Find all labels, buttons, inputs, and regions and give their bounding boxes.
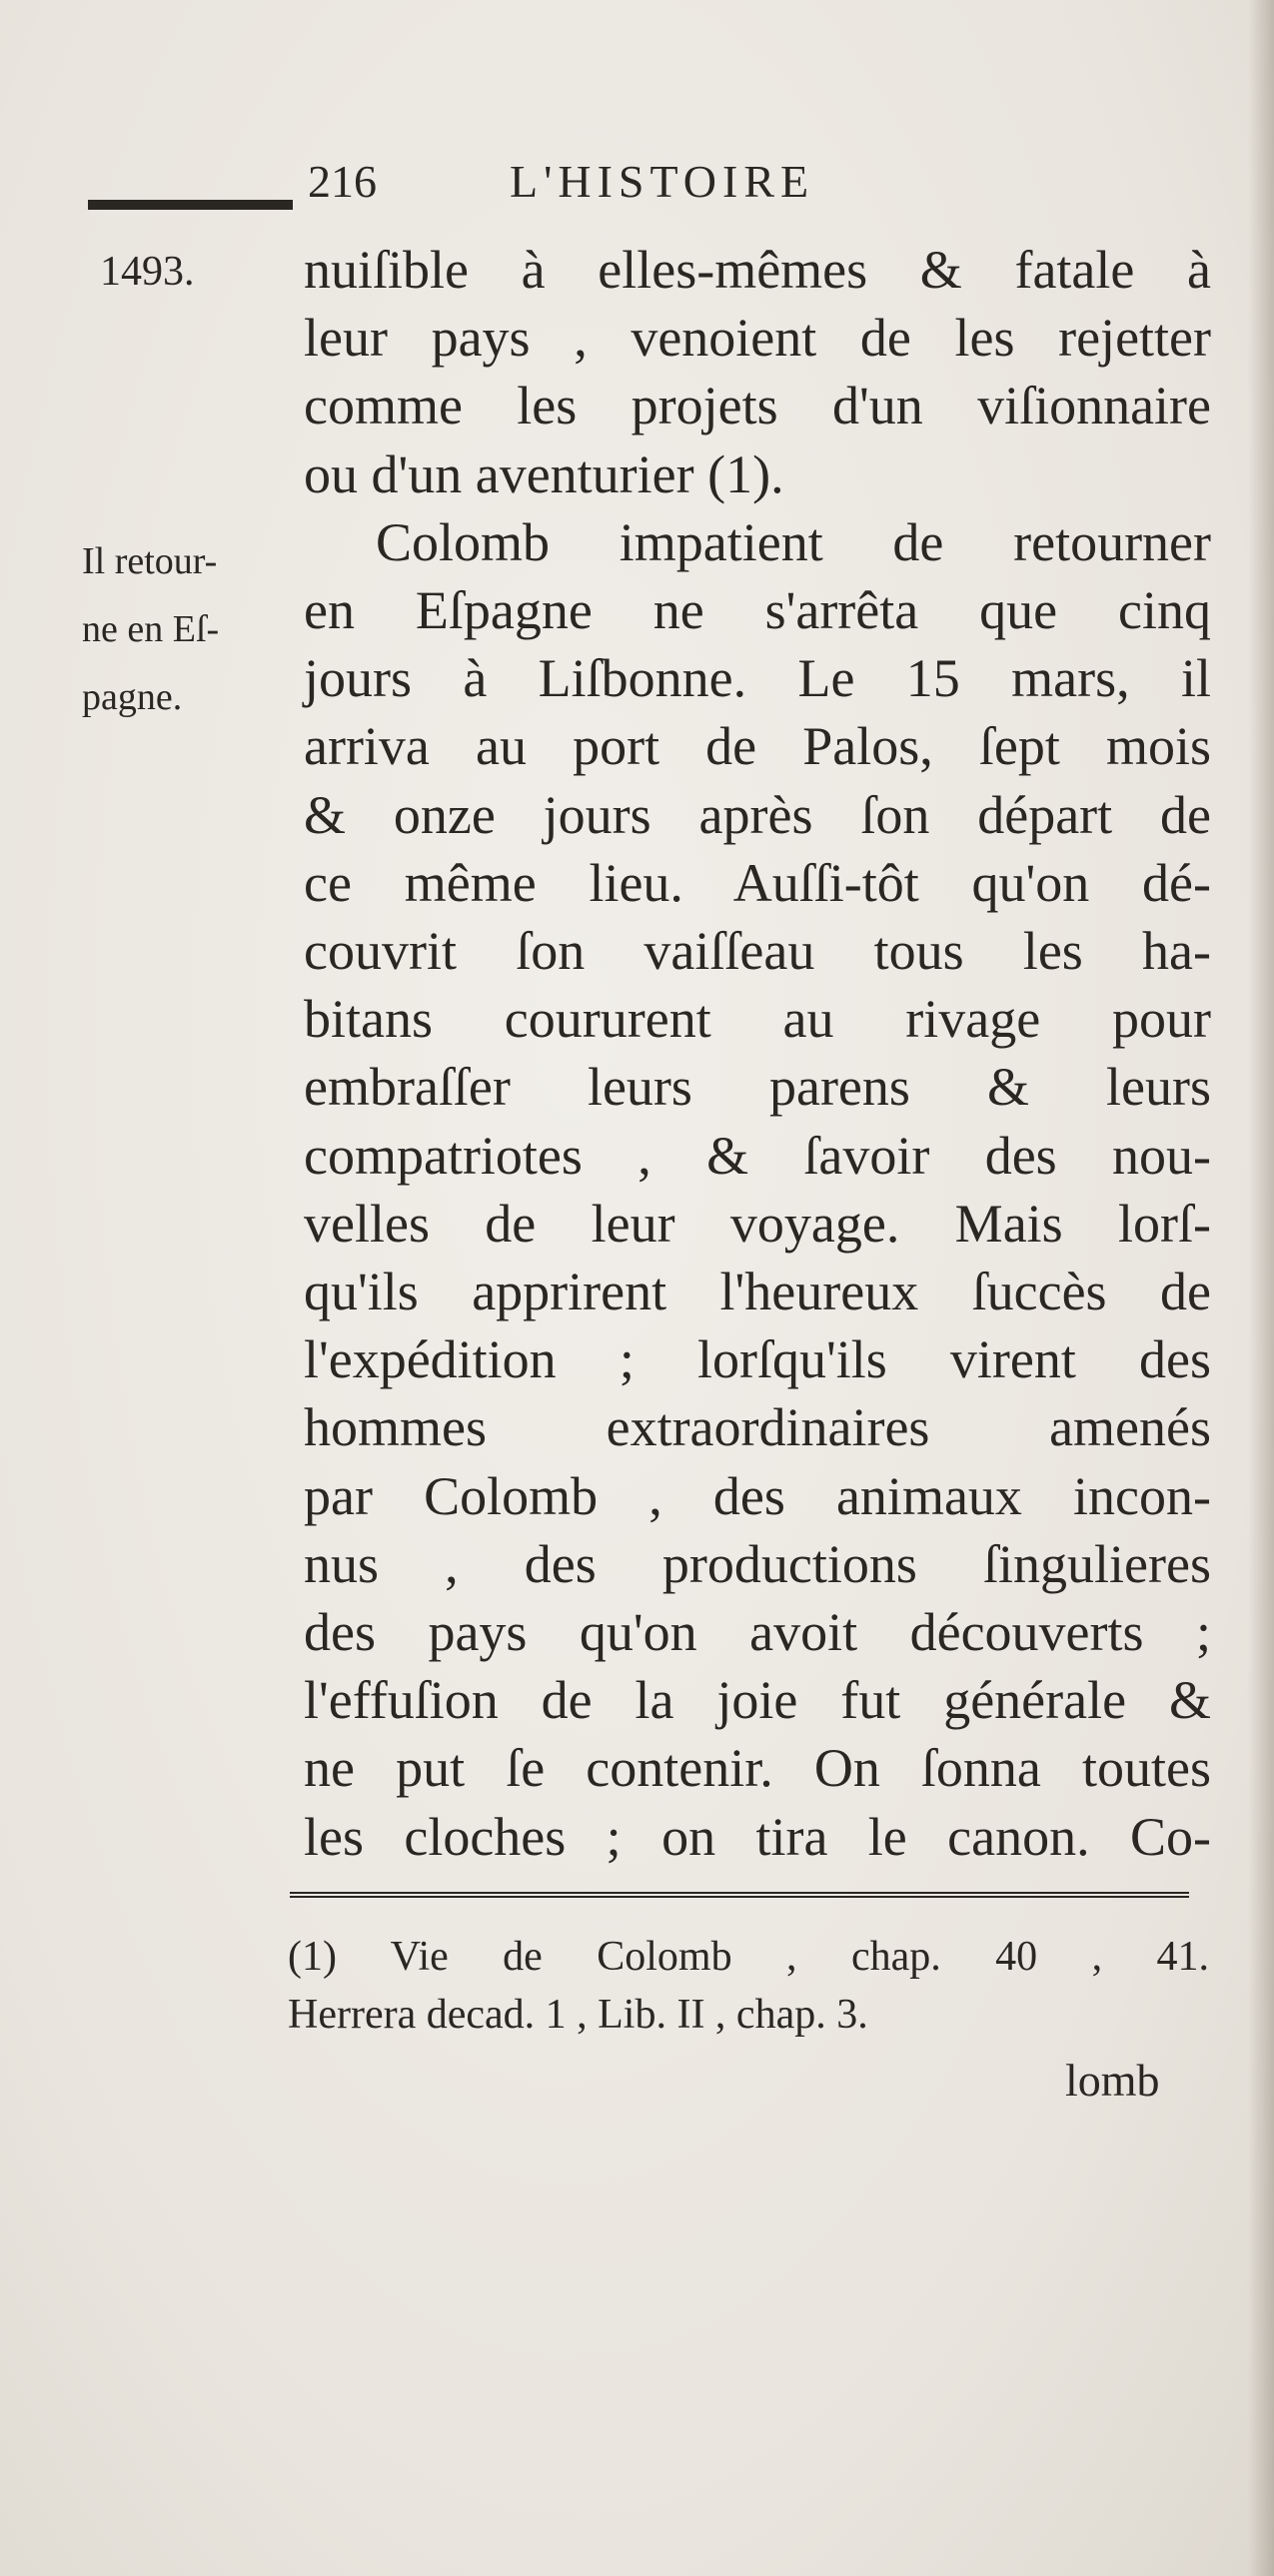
text-line: velles de leur voyage. Mais lorſ- xyxy=(304,1193,1211,1254)
margin-note-line: Il retour- xyxy=(82,540,218,582)
page-gutter-shadow xyxy=(1248,0,1274,2576)
text-line: ce même lieu. Auſſi-tôt qu'on dé- xyxy=(304,852,1211,913)
page-header xyxy=(300,150,1019,214)
text-line: comme les projets d'un viſionnaire xyxy=(304,376,1211,436)
text-line: Colomb impatient de retourner xyxy=(376,511,1211,572)
text-line: ou d'un aventurier (1). xyxy=(304,443,784,504)
footnote xyxy=(288,1928,1209,2044)
text-line: les cloches ; on tira le canon. Co- xyxy=(304,1806,1211,1867)
footnote-line: (1) Vie de Colomb , chap. 40 , 41. xyxy=(288,1934,1209,1980)
text-line: en Eſpagne ne s'arrêta que cinq xyxy=(304,580,1211,641)
text-line: l'effuſion de la joie fut générale & xyxy=(304,1670,1211,1731)
text-line: couvrit ſon vaiſſeau tous les ha- xyxy=(304,921,1211,982)
text-line: & onze jours après ſon départ de xyxy=(304,784,1211,845)
text-line: ne put ſe contenir. On ſonna toutes xyxy=(304,1738,1211,1799)
page-number: 216 xyxy=(308,156,377,207)
text-line: bitans coururent au rivage pour xyxy=(304,989,1211,1050)
text-line: hommes extraordinaires amenés xyxy=(304,1397,1211,1458)
margin-note-line: pagne. xyxy=(82,676,183,718)
text-line: arriva au port de Palos, ſept mois xyxy=(304,716,1211,777)
text-line: jours à Liſbonne. Le 15 mars, il xyxy=(304,648,1211,709)
margin-note xyxy=(82,527,302,731)
text-line: qu'ils apprirent l'heureux ſuccès de xyxy=(304,1262,1211,1322)
footnote-rule xyxy=(290,1892,1189,1898)
text-line: par Colomb , des animaux incon- xyxy=(304,1465,1211,1526)
text-line: l'expédition ; lorſqu'ils virent des xyxy=(304,1329,1211,1390)
text-line: leur pays , venoient de les rejetter xyxy=(304,308,1211,369)
text-line: compatriotes , & ſavoir des nou- xyxy=(304,1125,1211,1186)
margin-note-line: ne en Eſ- xyxy=(82,608,220,650)
margin-year: 1493. xyxy=(100,249,195,295)
text-line: nus , des productions ſingulieres xyxy=(304,1533,1211,1594)
header-rule xyxy=(88,200,293,210)
text-line: des pays qu'on avoit découverts ; xyxy=(304,1602,1211,1663)
body-text xyxy=(304,236,1211,1871)
footnote-line: Herrera decad. 1 , Lib. II , chap. 3. xyxy=(288,1992,868,2038)
catchword: lomb xyxy=(1065,2055,1160,2106)
running-title: L'HISTOIRE xyxy=(510,156,815,207)
text-line: nuiſible à elles-mêmes & fatale à xyxy=(304,240,1211,300)
text-line: embraſſer leurs parens & leurs xyxy=(304,1057,1211,1118)
